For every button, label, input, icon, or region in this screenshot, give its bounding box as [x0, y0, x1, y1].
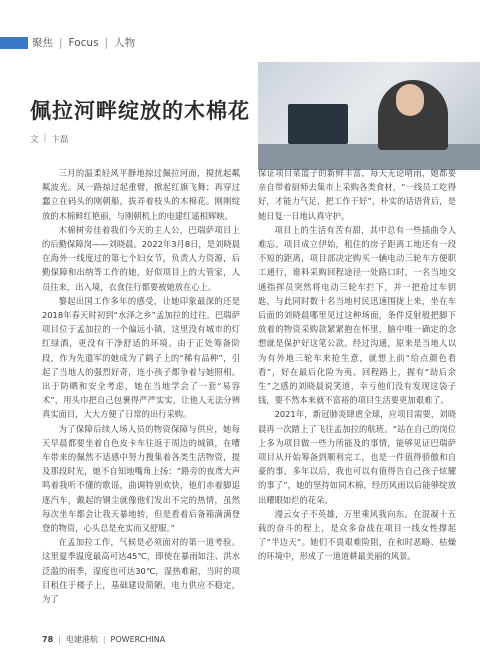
paragraph: 2021年，新冠肺炎肆虐全球，应项目需要，刘晓晨再一次踏上了飞往孟加拉的航班。“站在自己的岗位上多为项目做一些力所能及的事情，能够见证巴瑞萨项目从开始筹备到顺利完工，也是一件值得骄傲和自豪的事，多年以后，我也可以有值得告自己孩子炫耀的事了”，她的坚持如同木棉，经历风雨以后能够绽放出耀眼如烂的花朵。 — [258, 409, 456, 505]
article-title: 佩拉河畔绽放的木棉花 — [30, 99, 250, 123]
section-label: 聚焦 — [32, 37, 53, 49]
section-accent-bar — [0, 37, 28, 49]
paragraph: 项目上的生活有苦有甜，其中总有一些插曲令人难忘。项目成立伊始，租住的房子距离工地还有一段不短的距离，项目部决定购买一辆电动三轮车方便职工通行，谁料采购回程途径一处路口时，一名当地交通指挥员突然将电动三轮车拦下，并一把抢过车钥匙，与此同时数十名当地村民迅速围拢上来，坐在车后面的刘晓晨哪里见过这种场面，条件反射般把脚下放着的物资采购款紧紧抱在怀里，脑中唯一确定的念想就是保护好这笔公款。经过沟通，原来是当地人以为有外地三轮车来抢生意，就想上前“给点颜色看看”，好在最后化险为夷。回程路上，握有“劫后余生”之感的刘晓晨说笑道，幸亏他们没有发现这袋子钱，要不然本来就不富裕的项目生活要更加艰难了。 — [258, 224, 456, 406]
footer-separator: | — [58, 635, 61, 644]
photo-monitor — [288, 104, 348, 144]
publication-name: 电建港航 — [65, 635, 98, 644]
section-en-label: Focus — [68, 36, 99, 49]
paragraph: 三月的温柔轻风平静地掠过佩拉河面，搅扰起粼粼波光。风一路掠过起重臂，掀起红旗飞舞；再穿过蠢立在码头的刚朝船，拔弄着枝头的木棉花。刚刚绽放的木棉鲜红艳丽，与刚朝机上的电建红遥相辉映。 — [42, 168, 240, 221]
paragraph: 为了保障后续人场人员的物资保障与供应，她每天早晨都要坐着自色皮卡车往返于周边的城镇，在嘈车带来的佩然不适感中努力搜集着各类生活物资，提及那段时光，她不自知地嘴角上扬：“路旁的夜鸢大声鸣着我听不懂的歌谣，曲调特别欢快，他们赤着脚追逐汽车，戴起的钢尘就像他们发出不完的热情，虽然每次坐车都会让我天暴地转，但是看着后备箱满满登登的物资，心头总是充实而又舒服。” — [42, 423, 240, 534]
byline-prefix: 文 — [30, 135, 39, 145]
page-number: 78 — [42, 635, 54, 644]
publication-brand: POWERCHINA — [110, 635, 166, 644]
left-column — [42, 166, 240, 606]
byline-author: 卞磊 — [51, 135, 69, 145]
photo-face — [396, 84, 424, 116]
page-footer — [42, 634, 165, 645]
breadcrumb-separator: | — [59, 36, 63, 49]
paragraph: 漫云女子不英雄，万里乘风我向东。在混凝十五载的奋斗的程上，是众多奋战在项目一线女性撑起了“半边天”。她们不畏艰难险阻，在和时恶略、枯燥的环境中，形成了一道道耕最美丽的风景。 — [258, 508, 456, 562]
hero-photo — [258, 62, 480, 170]
paragraph: 黎起出国工作多年的感受，让她印象最深的还是2018年春天时初到“水泽之乡”孟加拉的过往。巴瑞萨项目位于孟加拉的一个偏远小镇，这里没有城市的灯红绿酒，更没有干净舒适的环境。由于正处筹备阶段，作为先遣军的她成为了鹤子上的“稀有品种”，引起了当地人的强烈好奇，连小孩子都争着与她照相。出于防晒和安全考虑，她在当地学会了一套“易容术”，用头巾把自己包裹得严严实实，让他人无法分辨真实面目，大大方便了日常的出行采购。 — [42, 295, 240, 420]
paragraph: 木棉树旁佳着我们今天的主人公，巴瑞萨项目上的后勤保障岗——刘晓晨。2022年3月8日，是刘晓晨在海外一线度过的第七个妇女节，负责人力资源，后勤保障和出纳等工作的她，好似项目上的大管家，人员往来，出入境，衣食住行都要被她放在心上。 — [42, 224, 240, 292]
right-column — [258, 166, 456, 564]
footer-separator: | — [102, 635, 106, 644]
byline-separator: | — [43, 133, 47, 143]
article-byline — [30, 133, 68, 145]
category-label: 人物 — [114, 37, 136, 49]
breadcrumb-separator: | — [104, 36, 109, 49]
paragraph: 在孟加拉工作，气候是必须面对的第一道考验。这里夏季温度最高可达45℃，即使在暴雨如注、洪水泛滥的雨季，湿度也可达30℃，湿热难耐，当时的项目租住于楼子上，基础建设简陋，电力供应不稳定，为了 — [42, 537, 240, 605]
paragraph: 保证项目菜篮子的新鲜丰富，每天无论晴雨，她都要亲自带着厨师去集市上采购各类食材，“一线员工吃得好，才能力气足，把工作干好”，朴实的话语背后，是她日复一日地认真守护。 — [258, 168, 456, 221]
section-breadcrumb — [32, 35, 135, 50]
